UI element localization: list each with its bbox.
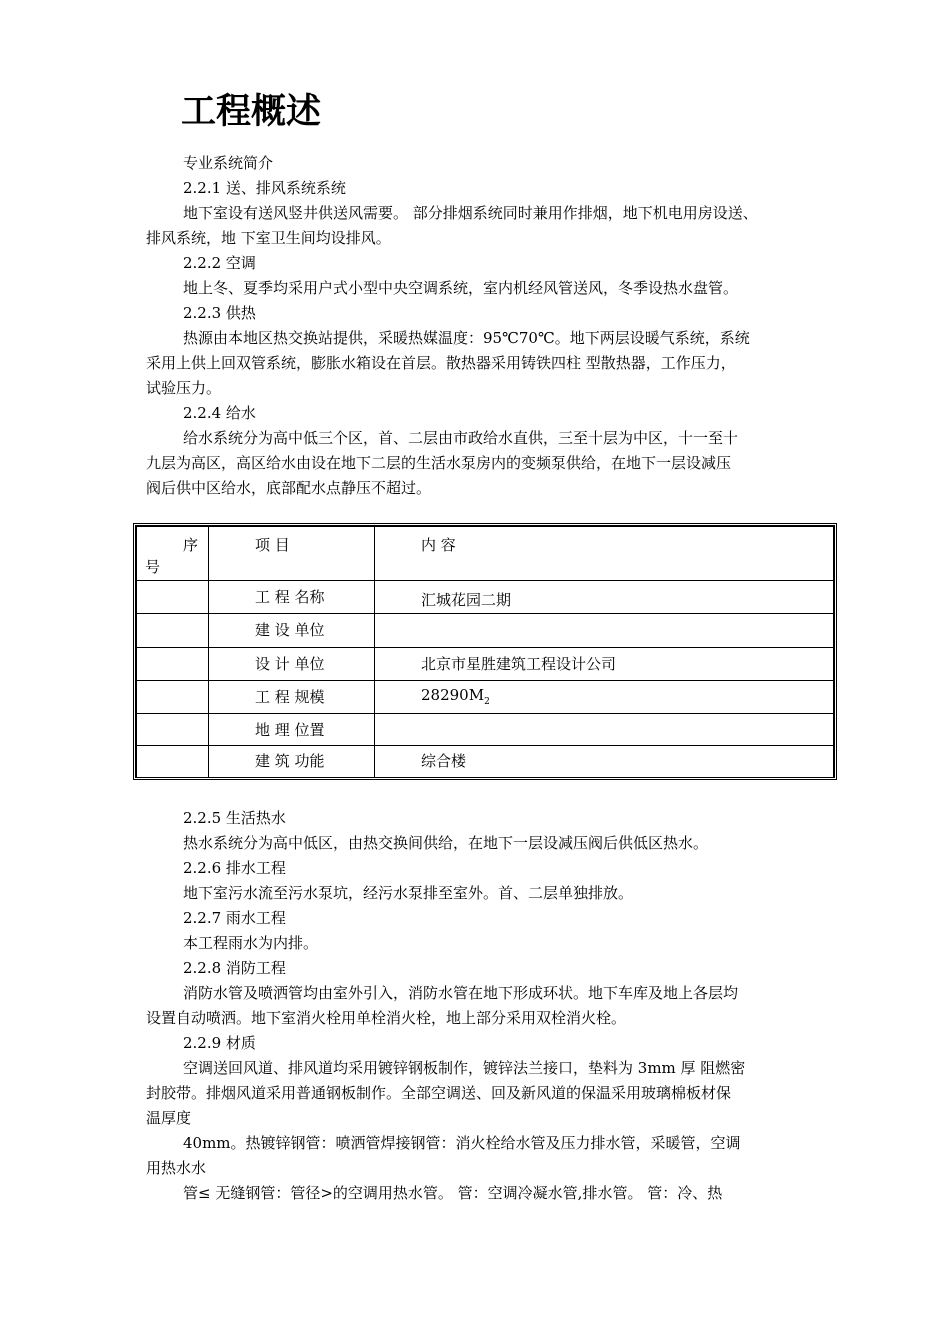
table-row xyxy=(137,581,834,614)
paragraph-line: 40mm。热镀锌钢管：喷洒管焊接钢管：消火栓给水管及压力排水管，采暖管，空调 xyxy=(183,1134,741,1152)
index-cell xyxy=(137,581,209,614)
header-cell-content xyxy=(375,527,834,581)
table-header-row xyxy=(137,527,834,581)
table-row xyxy=(137,714,834,746)
section-title-2-2-8: 2.2.8 消防工程 xyxy=(183,959,286,977)
section-title-2-2-1: 2.2.1 送、排风系统系统 xyxy=(183,179,346,197)
index-cell xyxy=(137,614,209,648)
index-cell xyxy=(137,681,209,714)
paragraph-line: 设置自动喷洒。地下室消火栓用单栓消火栓，地上部分采用双栓消火栓。 xyxy=(146,1009,627,1027)
content-value: 综合楼 xyxy=(421,752,467,770)
paragraph-line: 消防水管及喷洒管均由室外引入，消防水管在地下形成环状。地下车库及地上各层均 xyxy=(183,984,739,1002)
paragraph-line: 试验压力。 xyxy=(146,379,222,397)
item-cell xyxy=(209,648,375,681)
index-cell xyxy=(137,746,209,778)
content-cell xyxy=(375,581,834,614)
paragraph-line: 阀后供中区给水，底部配水点静压不超过。 xyxy=(146,479,432,497)
paragraph-line: 封胶带。排烟风道采用普通钢板制作。全部空调送、回及新风道的保温采用玻璃棉板材保 xyxy=(146,1084,732,1102)
header-cell-item xyxy=(209,527,375,581)
item-label: 设 计 单位 xyxy=(255,655,325,673)
paragraph-line: 空调送回风道、排风道均采用镀锌钢板制作，镀锌法兰接口，垫料为 3mm 厚 阻燃密 xyxy=(183,1059,746,1077)
content-cell xyxy=(375,614,834,648)
header-item-label: 项 目 xyxy=(255,536,290,554)
item-cell xyxy=(209,614,375,648)
section-heading: 专业系统简介 xyxy=(183,154,274,172)
section-title-2-2-6: 2.2.6 排水工程 xyxy=(183,859,286,877)
section-title-2-2-2: 2.2.2 空调 xyxy=(183,254,256,272)
paragraph-line: 九层为高区，高区给水由设在地下二层的生活水泵房内的变频泵供给，在地下一层设减压 xyxy=(146,454,732,472)
paragraph-line: 地下室设有送风竖井供送风需要。 部分排烟系统同时兼用作排烟，地下机电用房设送、 xyxy=(183,204,758,222)
header-content-label: 内 容 xyxy=(421,536,456,554)
table-row xyxy=(137,614,834,648)
paragraph-line: 排风系统，地 下室卫生间均设排风。 xyxy=(146,229,391,247)
section-title-2-2-4: 2.2.4 给水 xyxy=(183,404,256,422)
header-cell-index xyxy=(137,527,209,581)
section-title-2-2-5: 2.2.5 生活热水 xyxy=(183,809,286,827)
header-index-part1: 序 xyxy=(183,536,199,554)
content-value: 汇城花园二期 xyxy=(421,591,512,609)
item-cell xyxy=(209,581,375,614)
content-value: 北京市星胜建筑工程设计公司 xyxy=(421,655,617,673)
content-cell xyxy=(375,648,834,681)
table-row xyxy=(137,648,834,681)
paragraph-line: 热源由本地区热交换站提供，采暖热媒温度：95℃70℃。地下两层设暖气系统，系统 xyxy=(183,329,750,347)
page-title: 工程概述 xyxy=(181,92,322,132)
section-title-2-2-7: 2.2.7 雨水工程 xyxy=(183,909,286,927)
paragraph-line: 管≤ 无缝钢管：管径>的空调用热水管。 管：空调冷凝水管,排水管。 管：冷、热 xyxy=(183,1184,723,1202)
index-cell xyxy=(137,648,209,681)
content-cell xyxy=(375,681,834,714)
section-title-2-2-9: 2.2.9 材质 xyxy=(183,1034,256,1052)
table-row xyxy=(137,746,834,778)
paragraph-line: 用热水水 xyxy=(146,1159,207,1177)
paragraph-line: 地下室污水流至污水泵坑，经污水泵排至室外。首、二层单独排放。 xyxy=(183,884,634,902)
item-label: 工 程 名称 xyxy=(255,588,325,606)
content-value xyxy=(421,686,490,707)
item-label: 地 理 位置 xyxy=(255,721,325,739)
paragraph-line: 温厚度 xyxy=(146,1109,192,1127)
content-cell xyxy=(375,714,834,746)
table-row xyxy=(137,681,834,714)
index-cell xyxy=(137,714,209,746)
paragraph-line: 本工程雨水为内排。 xyxy=(183,934,319,952)
header-index-part2: 号 xyxy=(145,558,161,576)
item-cell xyxy=(209,746,375,778)
paragraph-line: 采用上供上回双管系统，膨胀水箱设在首层。散热器采用铸铁四柱 型散热器，工作压力， xyxy=(146,354,736,372)
paragraph-line: 热水系统分为高中低区，由热交换间供给，在地下一层设减压阀后供低区热水。 xyxy=(183,834,709,852)
content-cell xyxy=(375,746,834,778)
item-label: 建 筑 功能 xyxy=(255,752,325,770)
paragraph-line: 地上冬、夏季均采用户式小型中央空调系统，室内机经风管送风，冬季设热水盘管。 xyxy=(183,279,739,297)
item-cell xyxy=(209,681,375,714)
section-title-2-2-3: 2.2.3 供热 xyxy=(183,304,256,322)
item-label: 工 程 规模 xyxy=(255,688,325,706)
paragraph-line: 给水系统分为高中低三个区，首、二层由市政给水直供，三至十层为中区，十一至十 xyxy=(183,429,739,447)
project-info-table xyxy=(133,523,837,780)
scale-unit-subscript: 2 xyxy=(484,697,490,707)
item-cell xyxy=(209,714,375,746)
item-label: 建 设 单位 xyxy=(255,621,325,639)
scale-value: 28290M xyxy=(421,686,485,704)
